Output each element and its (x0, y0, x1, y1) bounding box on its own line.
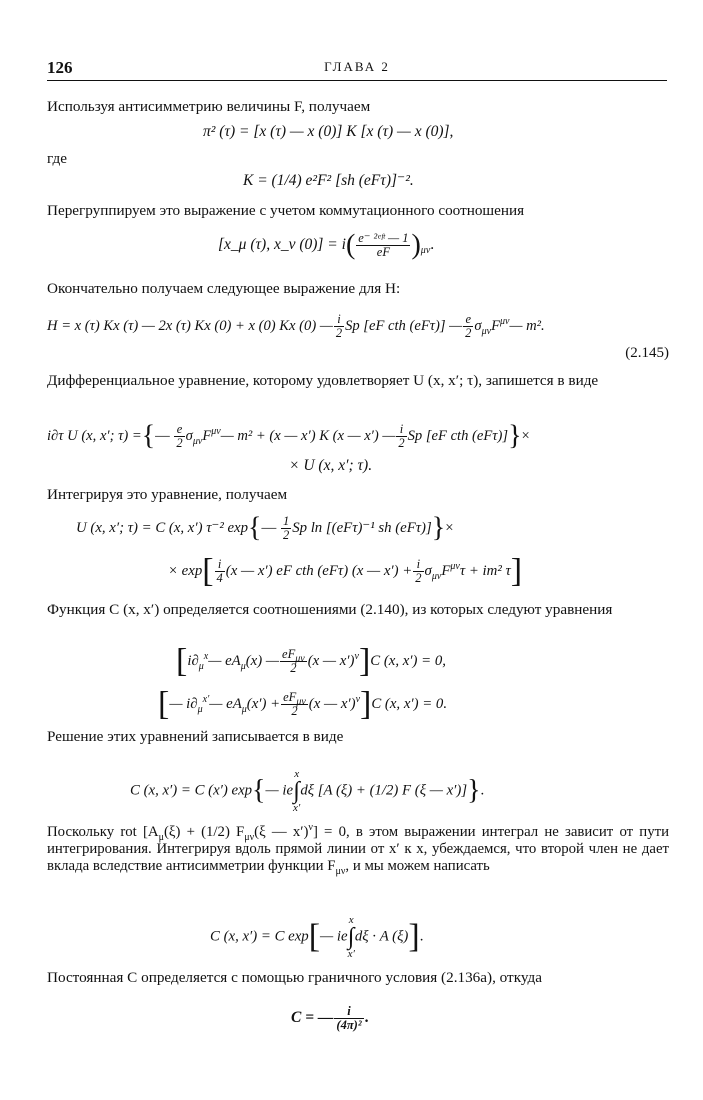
equation-propagator: U (x, x′; τ) = C (x, x′) τ⁻² exp{— $\frac{1}{2}$ Sp ln [(eFτ)⁻¹ sh (eFτ)]}× (76, 512, 454, 544)
paragraph-where: где (47, 150, 67, 167)
integral-sign: x ∫ x′ (293, 768, 301, 814)
equation-differential-line2: × U (x, x′; τ). (289, 457, 373, 474)
commutator-fraction: e⁻ ²ᵉᶠᵗ — 1 eF (358, 231, 409, 259)
equation-propagator-line2: × exp[ $\frac{i}{4}$ (x — x′) eF cth (eFτ) (x — x′) + $\frac{i}{2}$ $\sigma_{\mu\nu}F^{\mu\nu}\tau + im^2$ τ] (168, 552, 523, 590)
equation-differential: i∂τ U (x, x′; τ) ={— $\frac{e}{2}$ $\sigma_{\mu\nu}F^{\mu\nu}—$ m² + (x — x′) K (x — x′) — $\frac{i}{2}$ Sp [eF cth (eFτ)]}× (47, 420, 530, 452)
page-number: 126 (47, 58, 73, 77)
paragraph-integrating: Интегрируя это уравнение, получаем (47, 486, 288, 503)
equation-number: (2.145) (625, 345, 669, 361)
paragraph-solution: Решение этих уравнений записывается в виде (47, 728, 344, 745)
equation-hamiltonian: H = x (τ) Kx (τ) — 2x (τ) Kx (0) + x (0) Kx (0) — $\frac{i}{2}$ Sp [eF cth (eFτ)] — $\frac{e}{2}$ $\sigma_{\mu\nu}F^{\mu\nu}—$ m². (47, 312, 545, 340)
equation-commutator: [x_μ (τ), x_ν (0)] = i( e⁻ ²ᵉᶠᵗ — 1 eF )$_{\mu\nu}$. (218, 229, 435, 261)
equation-constant: C = — $\frac{i}{\text{(4π)²}}$ . (291, 1004, 369, 1032)
paragraph-function-c: Функция C (x, x′) определяется соотношениями (2.140), из которых следуют уравнения (47, 601, 613, 618)
equation-c-solution: C (x, x′) = C (x′) exp{— ie x ∫ x′ dξ [A (ξ) + (1/2) F (ξ — x′)]}. (130, 768, 485, 814)
paragraph-constant: Постоянная C определяется с помощью граничного условия (2.136a), откуда (47, 969, 542, 986)
commutator-lhs: [x_μ (τ), x_ν (0)] = i (218, 236, 346, 254)
chapter-title: ГЛАВА 2 (324, 59, 390, 74)
paragraph-1: Используя антисимметрию величины F, получаем (47, 98, 371, 115)
equation-c-first: [$i\partial_\mu^x—$ $eA_\mu(x)$ — $eF_{\mu\nu}$ 2 (x — x′)$^\nu$]C (x, x′) = 0, (176, 642, 446, 680)
paragraph-since-rot: Поскольку rot [$A_\mu(\xi) + (1/2)$ $F_{\mu\nu}(\xi$ — x′)$^\nu$] = 0, в этом выражении интеграл не зависит от пути интегрирования. Интегрируя вдоль прямой линии от x′ к x, убеждаемся, что второй член не дает вклада вследствие антисимметрии функции $F_{\mu\nu}$, и мы можем написать (47, 822, 669, 877)
equation-c-final: C (x, x′) = C exp[— ie x ∫ x′ dξ · A (ξ)]. (210, 914, 424, 960)
integral-sign-2: x ∫ x′ (347, 914, 355, 960)
equation-pi-squared: π² (τ) = [x (τ) — x (0)] K [x (τ) — x (0)], (203, 123, 454, 140)
running-header (47, 58, 667, 81)
paragraph-finally: Окончательно получаем следующее выражение для H: (47, 280, 401, 297)
paragraph-regroup: Перегруппируем это выражение с учетом коммутационного соотношения (47, 202, 525, 219)
paragraph-diff-eq: Дифференциальное уравнение, которому удовлетворяет U (x, x′; τ), запишется в виде (47, 372, 599, 389)
equation-k: K = (1/4) e²F² [sh (eFτ)]⁻². (243, 172, 414, 189)
equation-c-second: [— $i\partial_\mu^{x'}—$ $eA_\mu(x')$ + $eF_{\mu\nu}$ 2 (x — x′)$^\nu$]C (x, x′) = 0. (158, 685, 448, 723)
